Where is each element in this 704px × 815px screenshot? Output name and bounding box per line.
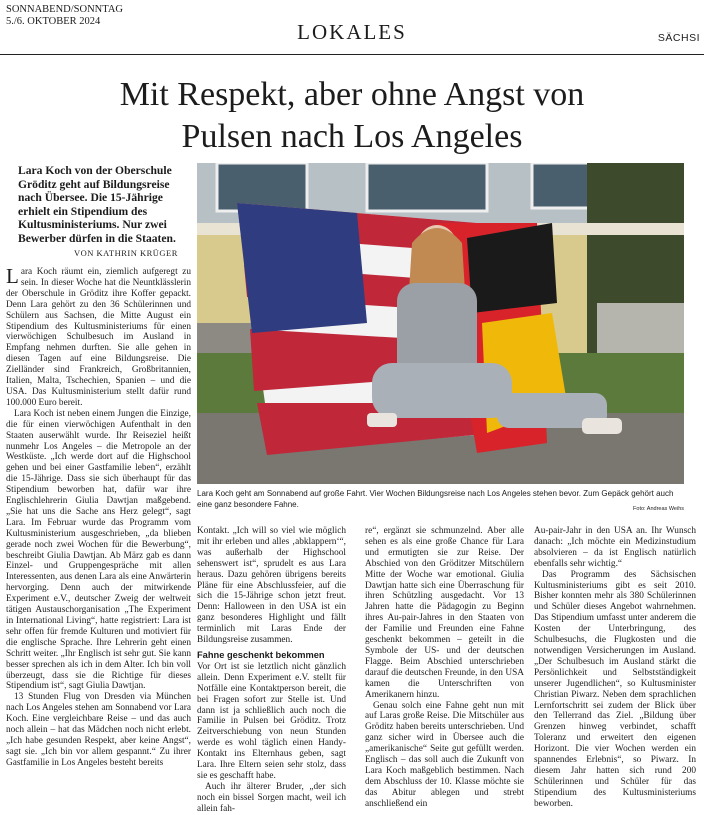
article-column-1 (6, 264, 191, 769)
paragraph: Lara Koch ist neben einem Jungen die Einzige, die für einen vierwöchigen Aufenthalt in den Staaten auserwählt wurde. Ihr Reiseziel heißt nunmehr Los Angeles – die Metropole an der Westküste. „Ich werde dort auf die Highschool gehen und bei einer Gastfamilie leben“, erzählt die 15-Jährige. Dass sie sich überhaupt für das Stipendium beworben hat, dafür war ihre Englischlehrerin Giulia Dawtjan maßgebend. „Sie hat uns die Sache ans Herz gelegt“, sagt Lara. Im Februar wurde das Programm vom Kultusministerium ausgeschrieben, „da blieben gerade noch zwei Wochen für die Bewerbung“, beschreibt Giulia Dawtjan. Ab März gab es dann Einzel- und Gruppengespräche mit allen Interessenten, aus denen Lara als eine Anwärterin hervorging. Denn auch der mitwirkende Experiment e.V., deutscher Zweig der weltweit tätigen Austauschorganisation „The Experiment in International Living“, hatte registriert: Lara ist sehr offen für fremde Kulturen und motiviert für die englische Sprache. Ihre Lehrerin geht einen Schritt weiter. „Ihr Englisch ist sehr gut. Sie kann besser sprechen als ich in dem Alter. Ich bin voll überzeugt, dass sie die Richtige für dieses Stipendium ist“, sagt Giulia Dawtjan. (6, 408, 191, 692)
paragraph: Au-pair-Jahr in den USA an. Ihr Wunsch danach: „Ich möchte ein Medizinstudium absolvieren – da ist Englisch natürlich ebenfalls sehr wichtig.“ (534, 526, 696, 569)
paragraph: Das Programm des Sächsischen Kultusministeriums gibt es seit 2010. Bisher konnten mehr als 380 Schülerinnen und Schüler dieses Angebot wahrnehmen. Das Stipendium umfasst unter anderem die Kosten der Unterbringung, des Schulbesuchs, die Flugkosten und die notwendigen Versicherungen im Ausland. „Der Schulbesuch im Ausland stärkt die Persönlichkeit und Selbstständigkeit unserer Jugendlichen“, so Kultusminister Christian Piwarz. Neben dem sprachlichen Lernfortschritt sei zudem der Blick über den Tellerrand das Ziel. „Bildung über Grenzen hinweg verbindet, schafft Toleranz und erweitert den eigenen Horizont. Die vier Wochen werden ein spannendes Erlebnis“, so Piwarz. In diesem Jahr hatten sich rund 200 Schülerinnen und Schüler für das Stipendium des Kultusministeriums beworben. (534, 569, 696, 809)
drop-cap: L (6, 264, 19, 288)
byline: VON KATHRIN KRÜGER (74, 248, 178, 258)
section-title: LOKALES (297, 20, 407, 44)
article-column-3 (365, 526, 524, 810)
photo-caption: Lara Koch geht am Sonnabend auf große Fahrt. Vier Wochen Bildungsreise nach Los Angeles stehen bevor. Zum Gepäck gehört auch eine ganz besondere Fahne. (197, 489, 674, 509)
paragraph: Vor Ort ist sie letztlich nicht gänzlich allein. Denn Experiment e.V. stellt für Notfälle eine Kontaktperson bereit, die bei Fragen sofort zur Stelle ist. Und dann ist ja schließlich auch noch die Familie in Pulsen bei Gröditz. Trotz Zeitverschiebung von neun Stunden werde es wohl täglich einen Handy-Kontakt ins Elternhaus geben, sagt Lara. Ihre Eltern seien sehr stolz, dass sie es geschafft habe. (197, 661, 346, 781)
paragraph: Genau solch eine Fahne geht nun mit auf Laras große Reise. Die Mitschüler aus Gröditz haben bereits unterschrieben. Und ganz sicher wird in Übersee auch die „amerikanische“ Seite gut gefüllt werden. Englisch – das soll auch die Zukunft von Lara Koch maßgeblich bestimmen. Nach dem Abschluss der 10. Klasse möchte sie das Abitur ablegen und strebt anschließend ein (365, 700, 524, 809)
paragraph: Auch ihr älterer Bruder, „der sich noch ein bissel Sorgen macht, weil ich allein fah- (197, 781, 346, 814)
paragraph: 13 Stunden Flug von Dresden via München nach Los Angeles stehen am Sonnabend vor Lara Koch. Eine vergleichbare Reise – und das auch noch allein – hat das Mädchen noch nicht erlebt. „Ich habe gesunden Respekt, aber keine Angst“, sagt sie. „Ich bin vor allem gespannt.“ Zu ihrer Gastfamilie in Los Angeles besteht bereits (6, 692, 191, 768)
paragraph: ara Koch räumt ein, ziemlich aufgeregt zu sein. In dieser Woche hat die Neuntklässlerin der Oberschule in Gröditz ihre Koffer gepackt. Denn Lara gehört zu den 36 Schülerinnen und Schülern aus Sachsen, die Mitte August ein Stipendium des Kultusministeriums für einen vierwöchigen Schulbesuch im Ausland in Empfang nehmen durften. Sie alle gehen in diesen Tagen auf eine Bildungsreise. Die Zielländer sind Frankreich, Großbritannien, Italien, Malta, Tschechien, Spanien – und die USA. Das Kultusministerium stellt dafür rund 100.000 Euro bereit. (6, 267, 191, 408)
photo-credit: Foto: Andreas Weihs (633, 506, 684, 512)
article-column-2 (197, 526, 346, 815)
headline-line-1: Mit Respekt, aber ohne Angst von (119, 76, 585, 113)
headline-line-2: Pulsen nach Los Angeles (181, 118, 523, 155)
paragraph: re“, ergänzt sie schmunzelnd. Aber alle sehen es als eine große Chance für Lara und ermutigten sie zur Reise. Der Abschied von den Gröditzer Mitschülern Mitte der Woche war emotional. Giulia Dawtjan hatte sich eine Überraschung für ihren Schützling ausgedacht. Vor 13 Jahren hatte die Pädagogin zu Beginn ihres Au-pair-Jahres in den Staaten von der Familie und Freunden eine Fahne geschenkt bekommen – geteilt in die Symbole der US- und der deutschen Flagge. Beim Abschied unterschrieben darauf die deutschen Freunde, in den USA kamen die Unterschriften von Amerikanern hinzu. (365, 526, 524, 700)
issue-date-full: 5./6. OKTOBER 2024 (6, 16, 101, 27)
headline (0, 74, 704, 158)
header-rule (0, 54, 704, 55)
subheading: Fahne geschenkt bekommen (197, 649, 325, 660)
teaser: Lara Koch von der Oberschule Gröditz geht auf Bildungsreise nach Übersee. Die 15-Jährige erhielt ein Stipendium des Kultusministeriums. Nur zwei Bewerber dürfen in die Staaten. (18, 164, 176, 245)
issue-date-day: SONNABEND/SONNTAG (6, 4, 123, 15)
article-photo (197, 163, 684, 484)
region-label: SÄCHSI (657, 32, 700, 44)
photo-illustration (197, 163, 684, 484)
article-column-4 (534, 526, 696, 810)
paragraph: Kontakt. „Ich will so viel wie möglich mit ihr erleben und alles ‚abklappern‘“, was außerhalb der Highschool sehenswert ist“, sprudelt es aus Lara heraus. Dazu gehören übrigens bereits Pläne für eine Abschlussfeier, auf die sich die 15-Jährige schon jetzt freut. Denn: Halloween in den USA ist ein ganz besonderes Highlight und fällt terminlich mit Laras Ende der Bildungsreise zusammen. (197, 526, 346, 646)
